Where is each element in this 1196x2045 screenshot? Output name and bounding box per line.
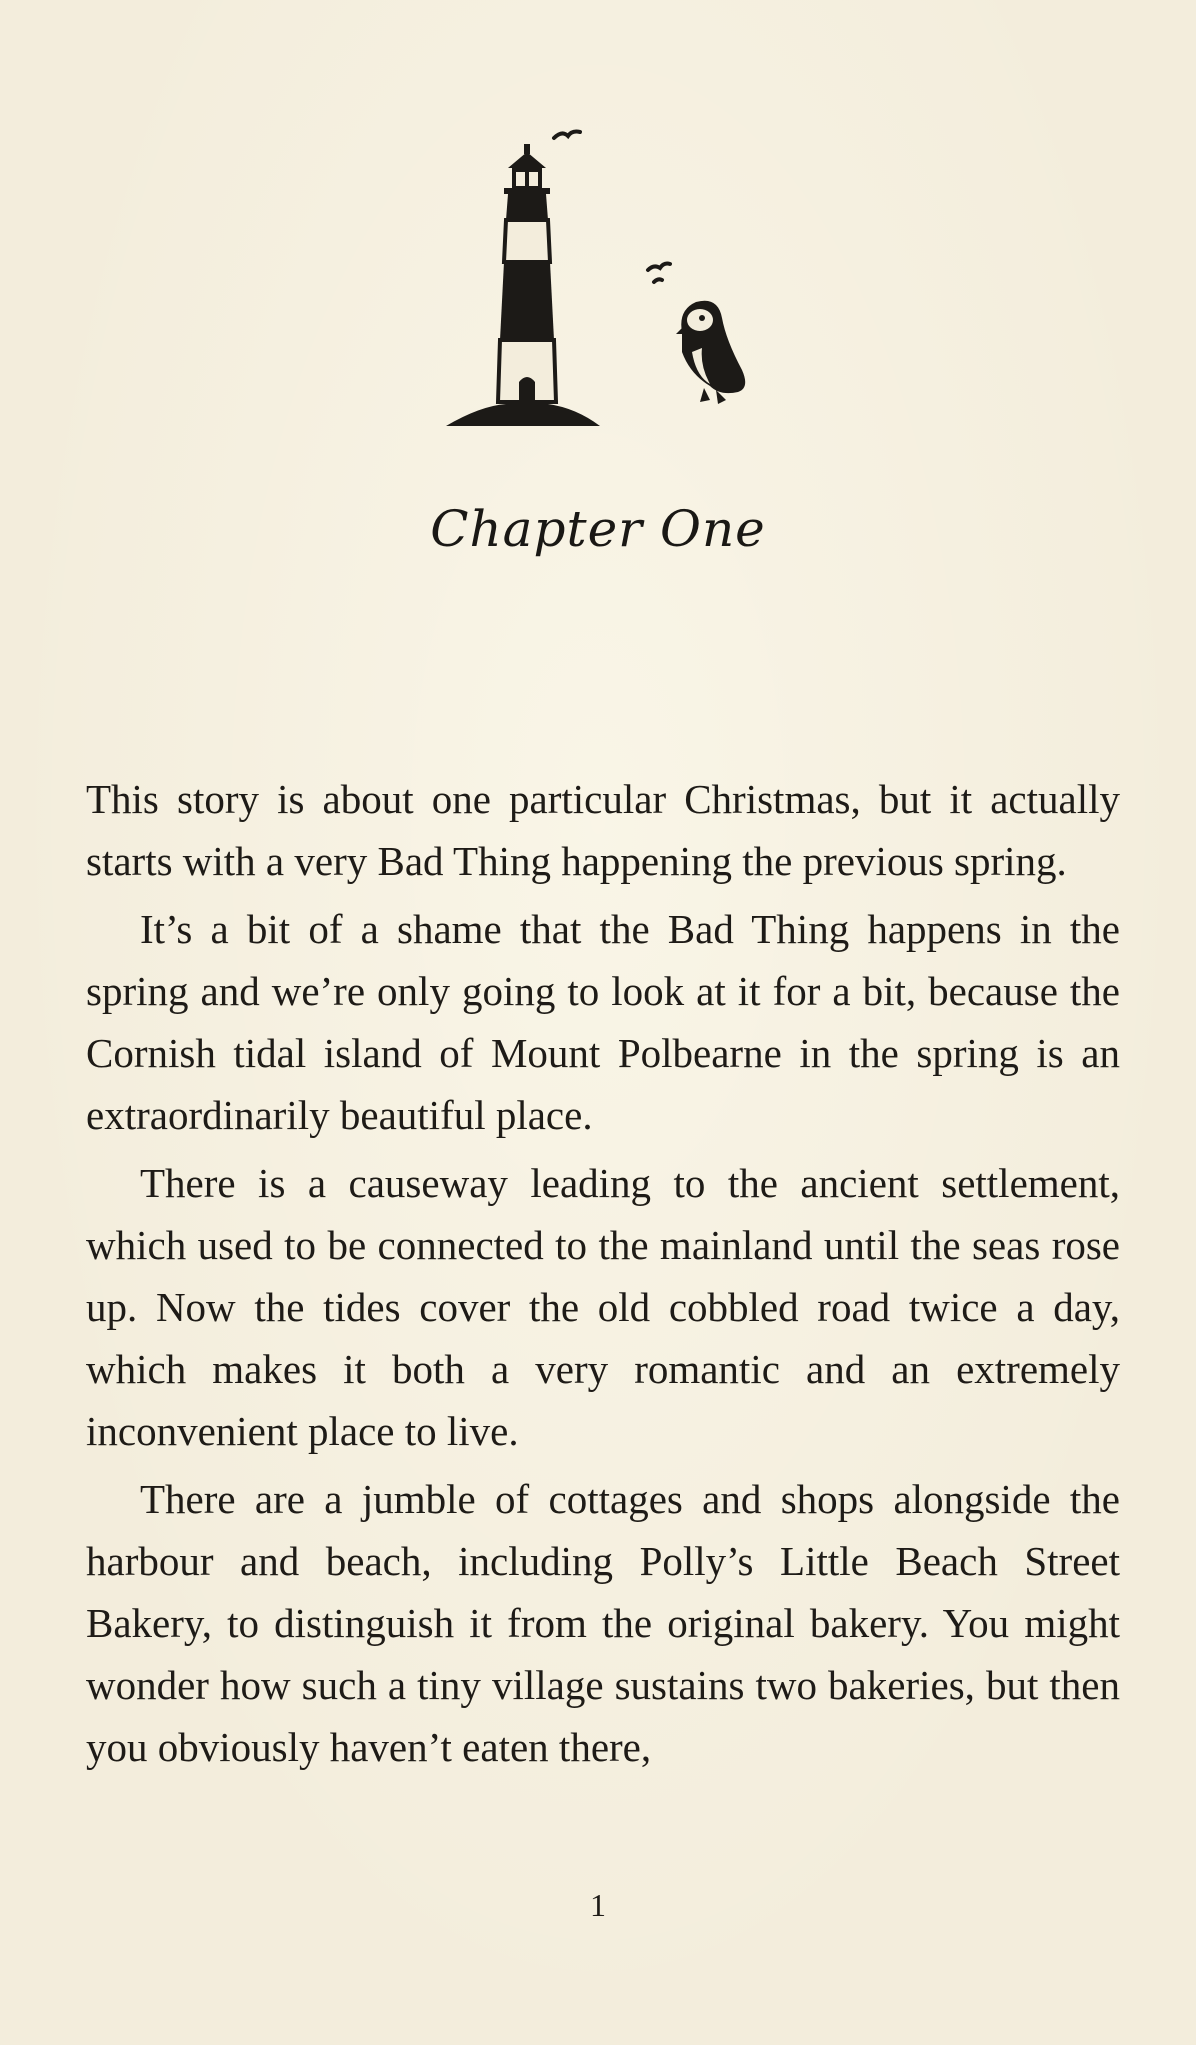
paragraph: There are a jumble of cottages and shops alongside the harbour and beach, including Polly’s Little Beach Street Bakery, to distinguish it from the original bakery. You might wonder how such a tiny village sustains two bakeries, but then you obviously haven’t eaten there, (86, 1476, 1120, 1770)
seagull-icon (554, 132, 670, 283)
lighthouse-icon (446, 144, 600, 426)
paragraph: There is a causeway leading to the ancient settlement, which used to be connected to the mainland until the seas rose up. Now the tides cover the old cobbled road twice a day, which makes it both a very romantic and an extremely inconvenient place to live. (86, 1160, 1120, 1454)
puffin-icon (676, 301, 745, 404)
page-number: 1 (590, 1887, 606, 1923)
body-text (86, 768, 1120, 1784)
paragraph: This story is about one particular Christmas, but it actually starts with a very Bad Thing happening the previous spring. (86, 776, 1120, 884)
paragraph: It’s a bit of a shame that the Bad Thing happens in the spring and we’re only going to look at it for a bit, because the Cornish tidal island of Mount Polbearne in the spring is an extraordinarily beautiful place. (86, 906, 1120, 1138)
chapter-title: Chapter One (430, 500, 766, 558)
chapter-illustration (420, 120, 780, 440)
